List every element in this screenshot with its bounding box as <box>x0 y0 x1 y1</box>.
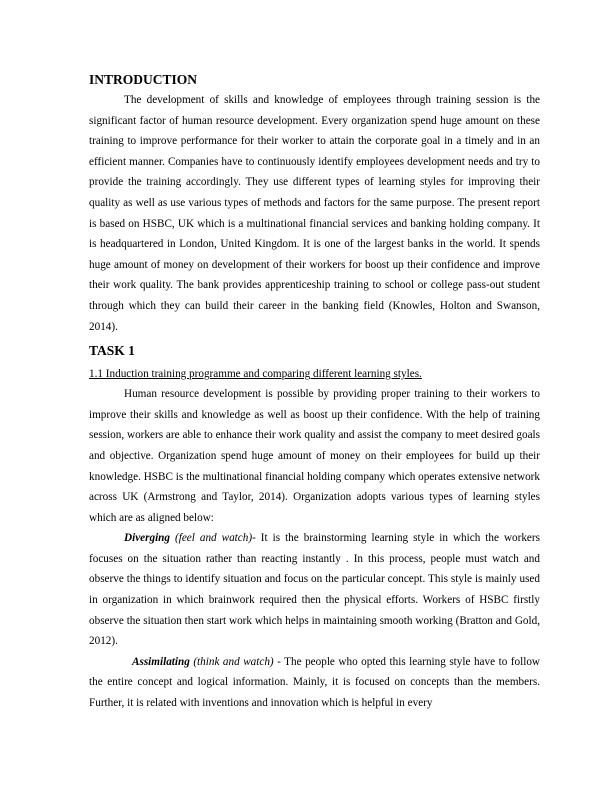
diverging-paragraph <box>89 528 540 652</box>
assimilating-term: Assimilating <box>132 655 190 668</box>
diverging-text: - It is the brainstorming learning style in which the workers focuses on the situation rather than reacting instantly . In this process, people must watch and observe the things to identify situation and focus on the particular concept. This style is mainly used in organization in which brainwork required then the physical efforts. Workers of HSBC firstly observe the situation then start work which helps in maintaining smooth working (Bratton and Gold, 2012). <box>89 532 540 648</box>
introduction-heading: INTRODUCTION <box>89 72 198 87</box>
task1-subheading: 1.1 Induction training programme and comparing different learning styles. <box>89 368 422 381</box>
introduction-paragraph: The development of skills and knowledge of employees through training session is the significant factor of human resource development. Every organization spend huge amount on these training to improve performance for their worker to attain the corporate goal in a timely and in an efficient manner. Companies have to continuously identify employees development needs and try to provide the training accordingly. They use different types of learning styles for improving their quality as well as use various types of methods and factors for the same purpose. The present report is based on HSBC, UK which is a multinational financial services and banking holding company. It is headquartered in London, United Kingdom. It is one of the largest banks in the world. It spends huge amount of money on development of their workers for boost up their confidence and improve their work quality. The bank provides apprenticeship training to school or college pass-out student through which they can build their career in the banking field (Knowles, Holton and Swanson, 2014). <box>89 94 540 333</box>
diverging-note: (feel and watch) <box>170 532 253 545</box>
diverging-term: Diverging <box>124 532 170 545</box>
assimilating-text: - The people who opted this learning style have to follow the entire concept and logical information. Mainly, it is focused on concepts than the members. Further, it is related with inventions and innovation which is helpful in every <box>89 655 540 710</box>
task1-paragraph: Human resource development is possible by providing proper training to their workers to improve their skills and knowledge as well as boost up their confidence. With the help of training session, workers are able to enhance their work quality and assist the company to meet desired goals and objective. Organization spend huge amount of money on their employees for build up their knowledge. HSBC is the multinational financial holding company which operates extensive network across UK (Armstrong and Taylor, 2014). Organization adopts various types of learning styles which are as aligned below: <box>89 388 540 524</box>
document-body <box>89 72 540 714</box>
assimilating-note: (think and watch) <box>189 655 274 668</box>
assimilating-paragraph <box>89 652 540 714</box>
task1-heading: TASK 1 <box>89 343 135 359</box>
